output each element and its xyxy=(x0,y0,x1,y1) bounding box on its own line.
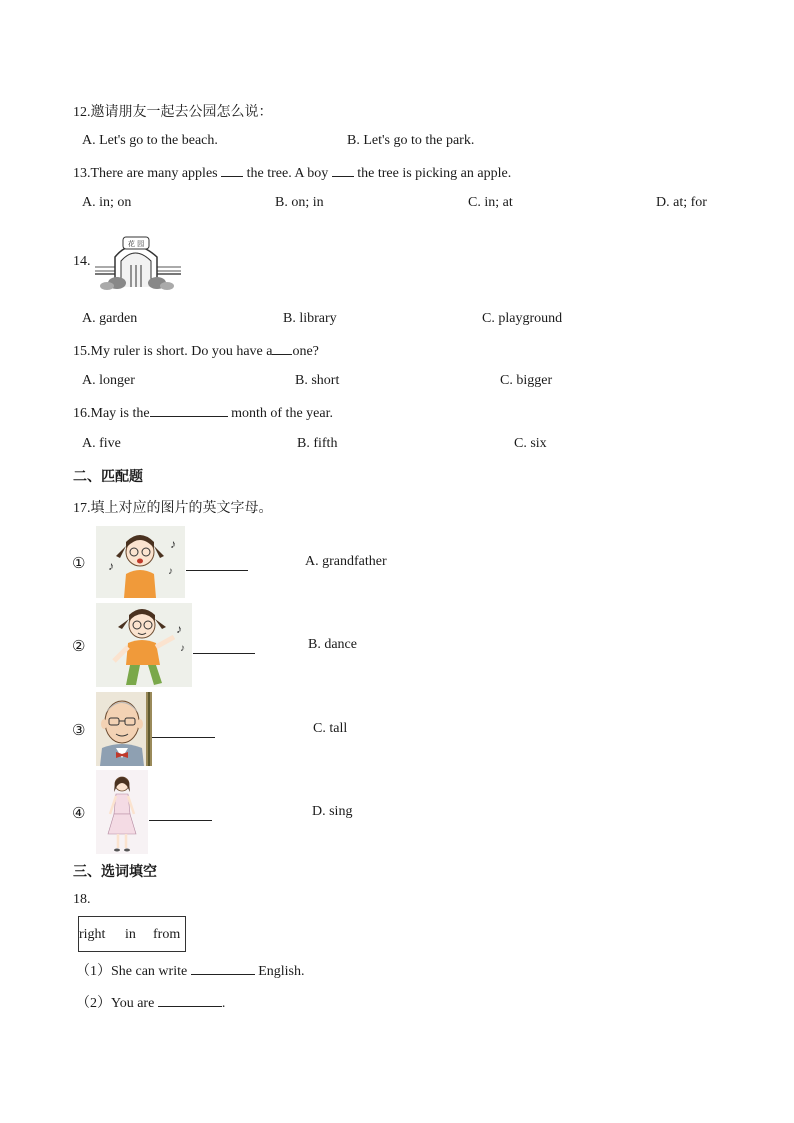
q12-stem: 12.邀请朋友一起去公园怎么说： xyxy=(73,105,273,120)
q15-stem-part2: one? xyxy=(292,344,319,359)
singing-girl-picture xyxy=(96,526,185,598)
match-choice-a: A. grandfather xyxy=(305,554,387,569)
q15-option-b[interactable]: B. short xyxy=(295,373,340,388)
q14-option-a[interactable]: A. garden xyxy=(82,311,138,326)
q18-sentence-1-before: She can write xyxy=(111,964,188,979)
match-blank-1[interactable] xyxy=(186,558,248,571)
match-choice-c: C. tall xyxy=(313,721,348,736)
q18-sentence-2-after: . xyxy=(221,996,226,1011)
q15-stem-part1: 15.My ruler is short. Do you have a xyxy=(73,344,273,359)
q16-option-c[interactable]: C. six xyxy=(514,436,547,451)
q18-sentence-1 xyxy=(76,960,304,980)
q16-stem-part2: month of the year. xyxy=(231,406,333,421)
q13-blank-2[interactable] xyxy=(332,164,354,177)
q13-blank-1[interactable] xyxy=(221,164,243,177)
match-number-4: ④ xyxy=(72,806,86,822)
word-bank-box xyxy=(78,916,186,952)
match-choice-d: D. sing xyxy=(312,804,353,819)
tall-girl-picture xyxy=(96,770,148,854)
q15-option-a[interactable]: A. longer xyxy=(82,373,135,388)
q13-option-d[interactable]: D. at; for xyxy=(656,195,707,210)
word-bank-word-2: in xyxy=(125,927,136,942)
q16-blank[interactable] xyxy=(150,404,228,417)
match-blank-2[interactable] xyxy=(193,641,255,654)
q18-blank-2[interactable] xyxy=(158,994,222,1007)
q15-option-c[interactable]: C. bigger xyxy=(500,373,553,388)
q18-sentence-1-number: （1） xyxy=(76,964,111,979)
svg-text:♪: ♪ xyxy=(168,566,173,577)
q16-stem xyxy=(73,404,333,422)
section-3-title: 三、选词填空 xyxy=(73,864,157,880)
q13-option-b[interactable]: B. on; in xyxy=(275,195,324,210)
q18-blank-1[interactable] xyxy=(191,962,255,975)
match-choice-b: B. dance xyxy=(308,637,357,652)
q14-option-b[interactable]: B. library xyxy=(283,311,337,326)
q18-sentence-1-after: English. xyxy=(258,964,305,979)
q13-option-c[interactable]: C. in; at xyxy=(468,195,513,210)
match-number-3: ③ xyxy=(72,723,86,739)
q12-option-b[interactable]: B. Let's go to the park. xyxy=(347,133,475,148)
svg-text:♪: ♪ xyxy=(170,537,176,551)
q18-sentence-2-before: You are xyxy=(111,996,155,1011)
q18-number: 18. xyxy=(73,892,91,907)
q14-number: 14. xyxy=(73,254,91,269)
garden-sign-text: 花 园 xyxy=(127,240,145,248)
match-number-1: ① xyxy=(72,556,86,572)
section-2-title: 二、匹配题 xyxy=(73,469,143,485)
q14-option-c[interactable]: C. playground xyxy=(482,311,563,326)
match-blank-4[interactable] xyxy=(149,808,212,821)
garden-gate-picture xyxy=(95,231,181,291)
match-blank-3[interactable] xyxy=(152,725,215,738)
match-number-2: ② xyxy=(72,639,86,655)
q16-option-a[interactable]: A. five xyxy=(82,436,121,451)
dancing-girl-picture xyxy=(96,603,192,687)
svg-text:♪: ♪ xyxy=(108,559,114,573)
q13-stem-part1: 13.There are many apples xyxy=(73,166,218,181)
q18-sentence-2 xyxy=(76,992,225,1012)
q12-option-a[interactable]: A. Let's go to the beach. xyxy=(82,133,218,148)
q13-stem xyxy=(73,164,511,182)
q17-stem: 17.填上对应的图片的英文字母。 xyxy=(73,501,273,516)
q15-stem xyxy=(73,342,319,360)
svg-text:♪: ♪ xyxy=(180,643,185,654)
word-bank-word-1: right xyxy=(79,927,106,942)
q15-blank[interactable] xyxy=(272,342,292,355)
q13-option-a[interactable]: A. in; on xyxy=(82,195,132,210)
q16-stem-part1: 16.May is the xyxy=(73,406,150,421)
grandfather-picture xyxy=(96,692,152,766)
q13-stem-part3: the tree is picking an apple. xyxy=(357,166,512,181)
q13-stem-part2: the tree. A boy xyxy=(246,166,329,181)
word-bank-word-3: from xyxy=(153,927,181,942)
svg-text:♪: ♪ xyxy=(176,622,182,636)
q16-option-b[interactable]: B. fifth xyxy=(297,436,338,451)
q18-sentence-2-number: （2） xyxy=(76,996,111,1011)
